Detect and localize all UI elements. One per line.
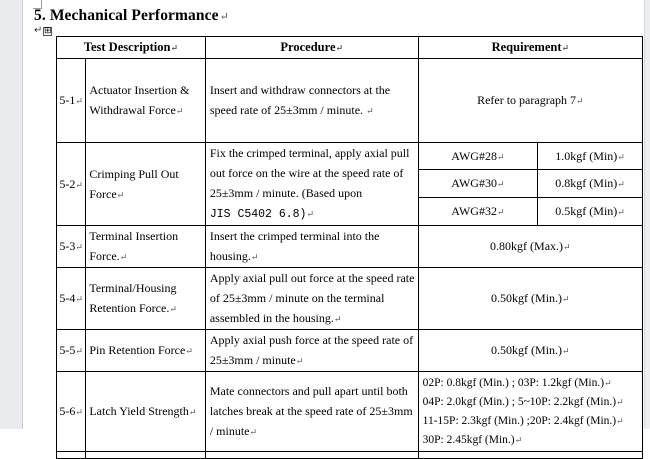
left-margin-bar xyxy=(0,0,23,429)
requirement-text: 0.80kgf (Max.)↵ xyxy=(418,226,642,268)
procedure-text: Insert and withdraw connectors at the speed rate of 25±3mm / minute. ↵ xyxy=(205,59,418,143)
requirement-text: 0.50kgf (Min.)↵ xyxy=(418,330,642,372)
section-title-text: Mechanical Performance xyxy=(49,7,219,24)
table-row xyxy=(57,330,643,372)
procedure-code: JIS C5402 6.8) xyxy=(209,208,307,221)
requirement-text: Refer to paragraph 7↵ xyxy=(418,59,642,143)
requirement-text: 0.50kgf (Min.)↵ xyxy=(418,268,642,330)
test-description: Pin Retention Force↵ xyxy=(86,330,206,372)
latch-requirement-line: 30P: 2.45kgf (Min.)↵ xyxy=(422,433,523,446)
test-description: Terminal Insertion Force.↵ xyxy=(86,226,206,268)
header-procedure: Procedure↵ xyxy=(205,37,418,59)
header-requirement: Requirement↵ xyxy=(418,37,642,59)
awg-size: AWG#30↵ xyxy=(418,170,538,197)
latch-requirement-line: 02P: 0.8kgf (Min.) ; 03P: 1.2kgf (Min.)↵ xyxy=(422,376,612,389)
table-row xyxy=(57,372,643,452)
right-scroll-edge[interactable] xyxy=(644,0,650,429)
row-number: 5-6↵ xyxy=(57,372,86,452)
header-row xyxy=(57,37,643,59)
row-number: 5-4↵ xyxy=(57,268,86,330)
awg-force: 1.0kgf (Min)↵ xyxy=(538,143,643,170)
table-row xyxy=(57,226,643,268)
paragraph-mark: ↵ xyxy=(219,11,229,23)
latch-requirement-list xyxy=(418,372,642,452)
table-row xyxy=(57,143,643,170)
procedure-text: Mate connectors and pull apart until both latches break at the speed rate of 25±3mm / minute↵ xyxy=(205,372,418,452)
procedure-text: Apply axial push force at the speed rate of 25±3mm / minute↵ xyxy=(205,330,418,372)
return-arrow-icon: ↵ xyxy=(34,25,43,36)
test-description: Actuator Insertion & Withdrawal Force↵ xyxy=(86,59,206,143)
test-description: Crimping Pull Out Force↵ xyxy=(86,143,206,226)
procedure-text: Fix the crimped terminal, apply axial pull out force on the wire at the speed rate of 25±3mm / minute. (Based upon JIS C5402 6.8)↵ xyxy=(205,143,418,226)
row-number: 5-1↵ xyxy=(57,59,86,143)
awg-force: 0.8kgf (Min)↵ xyxy=(538,170,643,197)
row-number: 5-5↵ xyxy=(57,330,86,372)
test-description: Latch Yield Strength↵ xyxy=(86,372,206,452)
procedure-text: Insert the crimped terminal into the housing.↵ xyxy=(205,226,418,268)
awg-force: 0.5kgf (Min)↵ xyxy=(538,197,643,225)
section-number: 5. xyxy=(34,7,46,24)
row-number: 5-2↵ xyxy=(57,143,86,226)
awg-size: AWG#32↵ xyxy=(418,197,538,225)
section-heading xyxy=(34,7,229,25)
row-number: 5-3↵ xyxy=(57,226,86,268)
document-page xyxy=(30,0,642,446)
procedure-text: Apply axial pull out force at the speed rate of 25±3mm / minute on the terminal assembled in the housing.↵ xyxy=(205,268,418,330)
latch-requirement-line: 04P: 2.0kgf (Min.) ; 5~10P: 2.2kgf (Min.)↵ xyxy=(422,395,624,408)
table-row xyxy=(57,268,643,330)
latch-requirement-line: 11-15P: 2.3kgf (Min.) ;20P: 2.4kgf (Min.)↵ xyxy=(422,414,624,427)
header-test-description: Test Description↵ xyxy=(57,37,206,59)
table-row-cut-off xyxy=(57,452,643,459)
test-description: Terminal/Housing Retention Force.↵ xyxy=(86,268,206,330)
awg-size: AWG#28↵ xyxy=(418,143,538,170)
mechanical-performance-table xyxy=(56,36,643,459)
table-move-handle-icon[interactable]: ⊞ xyxy=(44,26,52,36)
table-row xyxy=(57,59,643,143)
